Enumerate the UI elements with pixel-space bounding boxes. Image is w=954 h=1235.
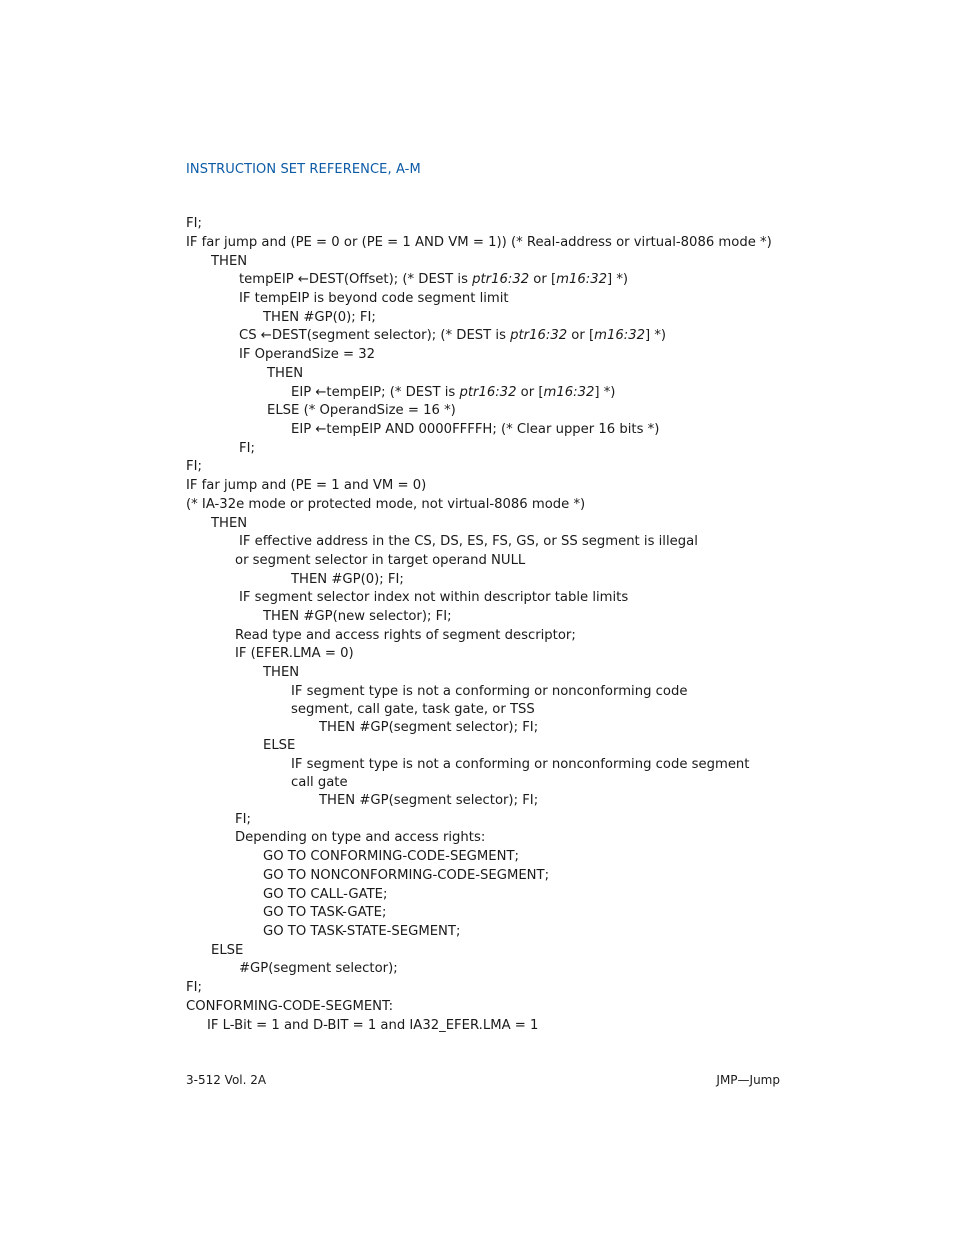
section-title: JMP—Jump [716,1073,780,1087]
running-header: INSTRUCTION SET REFERENCE, A-M [186,162,421,177]
code-line: GO TO CALL-GATE; [263,887,388,902]
code-line: ELSE [211,943,244,958]
code-line: THEN #GP(new selector); FI; [263,609,452,624]
code-line: CS ←DEST(segment selector); (* DEST is ptr16:32 or [m16:32] *) [239,328,667,343]
code-line: CONFORMING-CODE-SEGMENT: [186,999,394,1014]
code-line: THEN [211,254,248,269]
code-line: IF OperandSize = 32 [239,347,376,362]
code-line: FI; [186,980,202,995]
code-line: IF far jump and (PE = 0 or (PE = 1 AND VM = 1)) (* Real-address or virtual-8086 mode *) [186,235,772,250]
code-line: or segment selector in target operand NULL [235,553,526,568]
page-number: 3-512 Vol. 2A [186,1073,267,1087]
code-line: THEN [263,665,300,680]
code-line: Depending on type and access rights: [235,830,486,845]
code-line: THEN #GP(segment selector); FI; [319,720,539,735]
code-line: segment, call gate, task gate, or TSS [291,702,535,717]
code-line: THEN [211,516,248,531]
code-line: IF segment selector index not within descriptor table limits [239,590,629,605]
code-line: call gate [291,775,348,790]
code-line: IF segment type is not a conforming or nonconforming code segment [291,757,750,772]
code-line: GO TO TASK-STATE-SEGMENT; [263,924,461,939]
code-line: IF effective address in the CS, DS, ES, FS, GS, or SS segment is illegal [239,534,698,549]
code-line: IF far jump and (PE = 1 and VM = 0) [186,478,427,493]
code-line: tempEIP ←DEST(Offset); (* DEST is ptr16:32 or [m16:32] *) [239,272,629,287]
code-line: THEN #GP(segment selector); FI; [319,793,539,808]
code-line: ELSE [263,738,296,753]
code-line: (* IA-32e mode or protected mode, not virtual-8086 mode *) [186,497,586,512]
code-line: THEN #GP(0); FI; [291,572,404,587]
code-line: THEN #GP(0); FI; [263,310,376,325]
code-line: FI; [186,216,202,231]
code-line: IF (EFER.LMA = 0) [235,646,354,661]
code-line: FI; [239,441,255,456]
code-line: FI; [235,812,251,827]
code-line: EIP ←tempEIP; (* DEST is ptr16:32 or [m16:32] *) [291,385,616,400]
code-line: FI; [186,459,202,474]
code-line: IF L-Bit = 1 and D-BIT = 1 and IA32_EFER.LMA = 1 [207,1018,539,1033]
code-line: IF segment type is not a conforming or nonconforming code [291,684,688,699]
code-line: GO TO NONCONFORMING-CODE-SEGMENT; [263,868,550,883]
code-line: IF tempEIP is beyond code segment limit [239,291,509,306]
code-line: GO TO TASK-GATE; [263,905,387,920]
code-line: Read type and access rights of segment descriptor; [235,628,576,643]
code-line: EIP ←tempEIP AND 0000FFFFH; (* Clear upper 16 bits *) [291,422,660,437]
code-line: THEN [267,366,304,381]
code-line: GO TO CONFORMING-CODE-SEGMENT; [263,849,519,864]
code-line: #GP(segment selector); [239,961,398,976]
code-line: ELSE (* OperandSize = 16 *) [267,403,456,418]
